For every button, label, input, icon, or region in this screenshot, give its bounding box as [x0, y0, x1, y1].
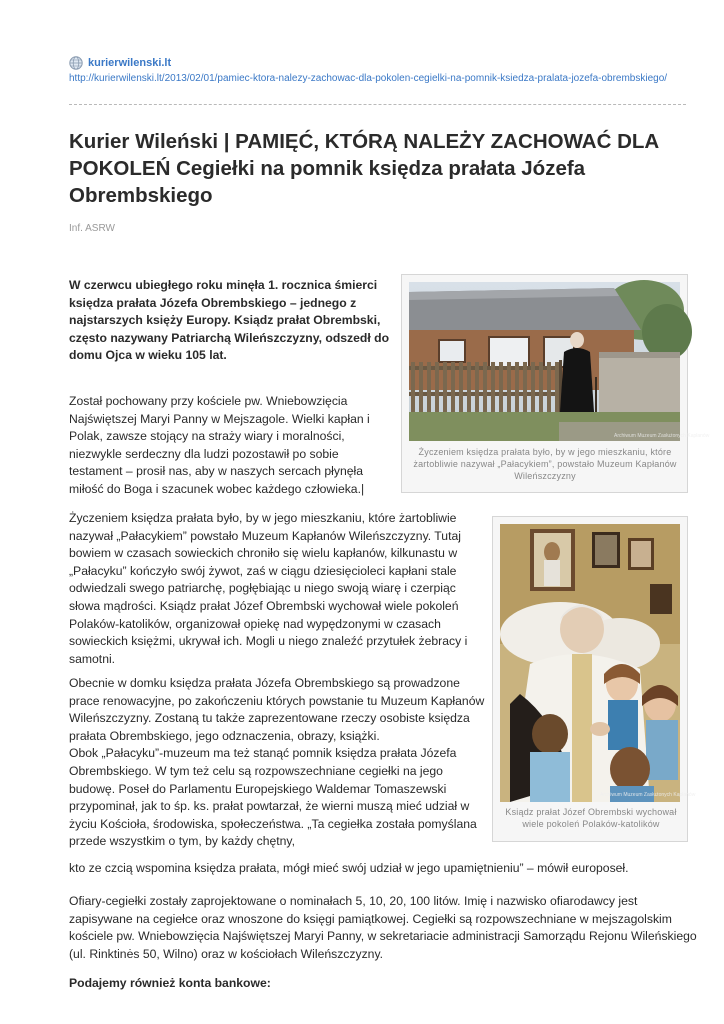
- photo-card-house: [401, 274, 710, 493]
- site-name-link[interactable]: kurierwilenski.lt: [88, 57, 172, 69]
- source-line: [69, 56, 171, 70]
- body-paragraph-5: Ofiary-cegiełki zostały zaprojektowane o nominałach 5, 10, 20, 100 litów. Imię i nazwisko ofiarodawcy jest zapisywane na cegiełce oraz wnoszone do księgi pamiątkowej. Cegiełki są rozpowszechniane w mejszagolskim kościele pw. Wniebowzięcia Najświętszej Maryi Panny, w sekretariacie administracji Samorządu Rejonu Wileńskiego (ul. Rinktinės 50, Wilno) oraz w kościołach Wileńszczyzny.: [69, 894, 697, 961]
- house-photo: [409, 282, 710, 441]
- body-paragraph-2: Został pochowany przy kościele pw. Wniebowzięcia Najświętszej Maryi Panny w Mejszagole. Wielki kapłan i Polak, zawsze stojący na straży wiary i moralności, niezwykle serdeczny dla ludzi pozostawił po sobie testament – prosił nas, aby w naszych sercach płynęła miłość do Boga i szacunek wobec każdego człowieka.|: [69, 394, 370, 496]
- article-title: Kurier Wileński | PAMIĘĆ, KTÓRĄ NALEŻY ZACHOWAĆ DLA POKOLEŃ Cegiełki na pomnik księdza prałata Józefa Obrembskiego: [69, 130, 659, 207]
- globe-icon: [69, 56, 83, 70]
- header-divider: [69, 104, 686, 105]
- photo-card-children: [492, 516, 696, 842]
- photo-watermark: Archiwum Muzeum Zasłużonych Kapłanów: [614, 433, 710, 439]
- byline: Inf. ASRW: [69, 223, 115, 234]
- lead-paragraph: W czerwcu ubiegłego roku minęła 1. rocznica śmierci księdza prałata Józefa Obrembskiego – jednego z najstarszych księży Europy. Ksiądz prałat Obrembski, często nazywany Patriarchą Wileńszczyzny, odszedł do domu Ojca w wieku 105 lat.: [69, 278, 390, 363]
- bank-accounts-heading: Podajemy również konta bankowe:: [69, 976, 271, 990]
- source-url-link[interactable]: http://kurierwilenski.lt/2013/02/01/pamiec-ktora-nalezy-zachowac-dla-pokolen-cegielki-na-pomnik-ksiedza-pralata-jozefa-obrembskiego/: [69, 73, 668, 84]
- photo-caption-children: Ksiądz prałat Józef Obrembski wychował wiele pokoleń Polaków-katolików: [505, 807, 677, 829]
- photo-watermark: Archiwum Muzeum Zasłużonych Kapłanów: [600, 792, 696, 798]
- body-paragraph-3: Życzeniem księdza prałata było, by w jego mieszkaniu, które żartobliwie nazywał „Pałacykiem” powstało Muzeum Kapłanów Wileńszczyzny. Tutaj bowiem w czasach sowieckich chroniło się wielu kapłanów, kilkunastu w „Pałacyku” kończyło swój żywot, zaś w ciągu dziesięcioleci kapłani stale odwiedzali swego patriarchę, pogłębiając u niego swoją wiarę i czerpiąc słowa mądrości. Ksiądz prałat Józef Obrembski wychował wiele pokoleń Polaków-katolików, organizował opiekę nad wypędzonymi w czasach sowieckich księżmi, ukrywał ich. Mogli u niego znaleźć przytułek żebracy i samotni.: [69, 511, 468, 666]
- body-paragraph-4a: Obecnie w domku księdza prałata Józefa Obrembskiego są prowadzone prace renowacyjne, po zakończeniu których powstanie tu Muzeum Kapłanów Wileńszczyzny. Zostaną tu także zaprezentowane rzeczy osobiste księdza prałata Obrembskiego, jego odznaczenia, obrazy, książki.: [69, 676, 485, 743]
- body-paragraph-4b: Obok „Pałacyku”-muzeum ma też stanąć pomnik księdza prałata Józefa Obrembskiego. W tym też celu są rozpowszechniane cegiełki na jego budowę. Poseł do Parlamentu Europejskiego Waldemar Tomaszewski przypominał, jak to śp. ks. prałat powtarzał, że wierni muszą mieć udział w życiu Kościoła, środowiska, społeczeństwa. „Ta cegiełka została pomyślana przede wszystkim o tym, by każdy chętny,: [69, 746, 477, 849]
- children-photo: [500, 524, 696, 802]
- body-paragraph-4-end: kto ze czcią wspomina księdza prałata, mógł mieć swój udział w jego upamiętnieniu” – mówił europoseł.: [69, 861, 629, 875]
- body-paragraph-4: [69, 675, 489, 851]
- photo-caption-house: Życzeniem księdza prałata było, by w jego mieszkaniu, które żartobliwie nazywał „Pałacykiem”, powstało Muzeum Kapłanów Wileńszczyzny: [413, 447, 677, 481]
